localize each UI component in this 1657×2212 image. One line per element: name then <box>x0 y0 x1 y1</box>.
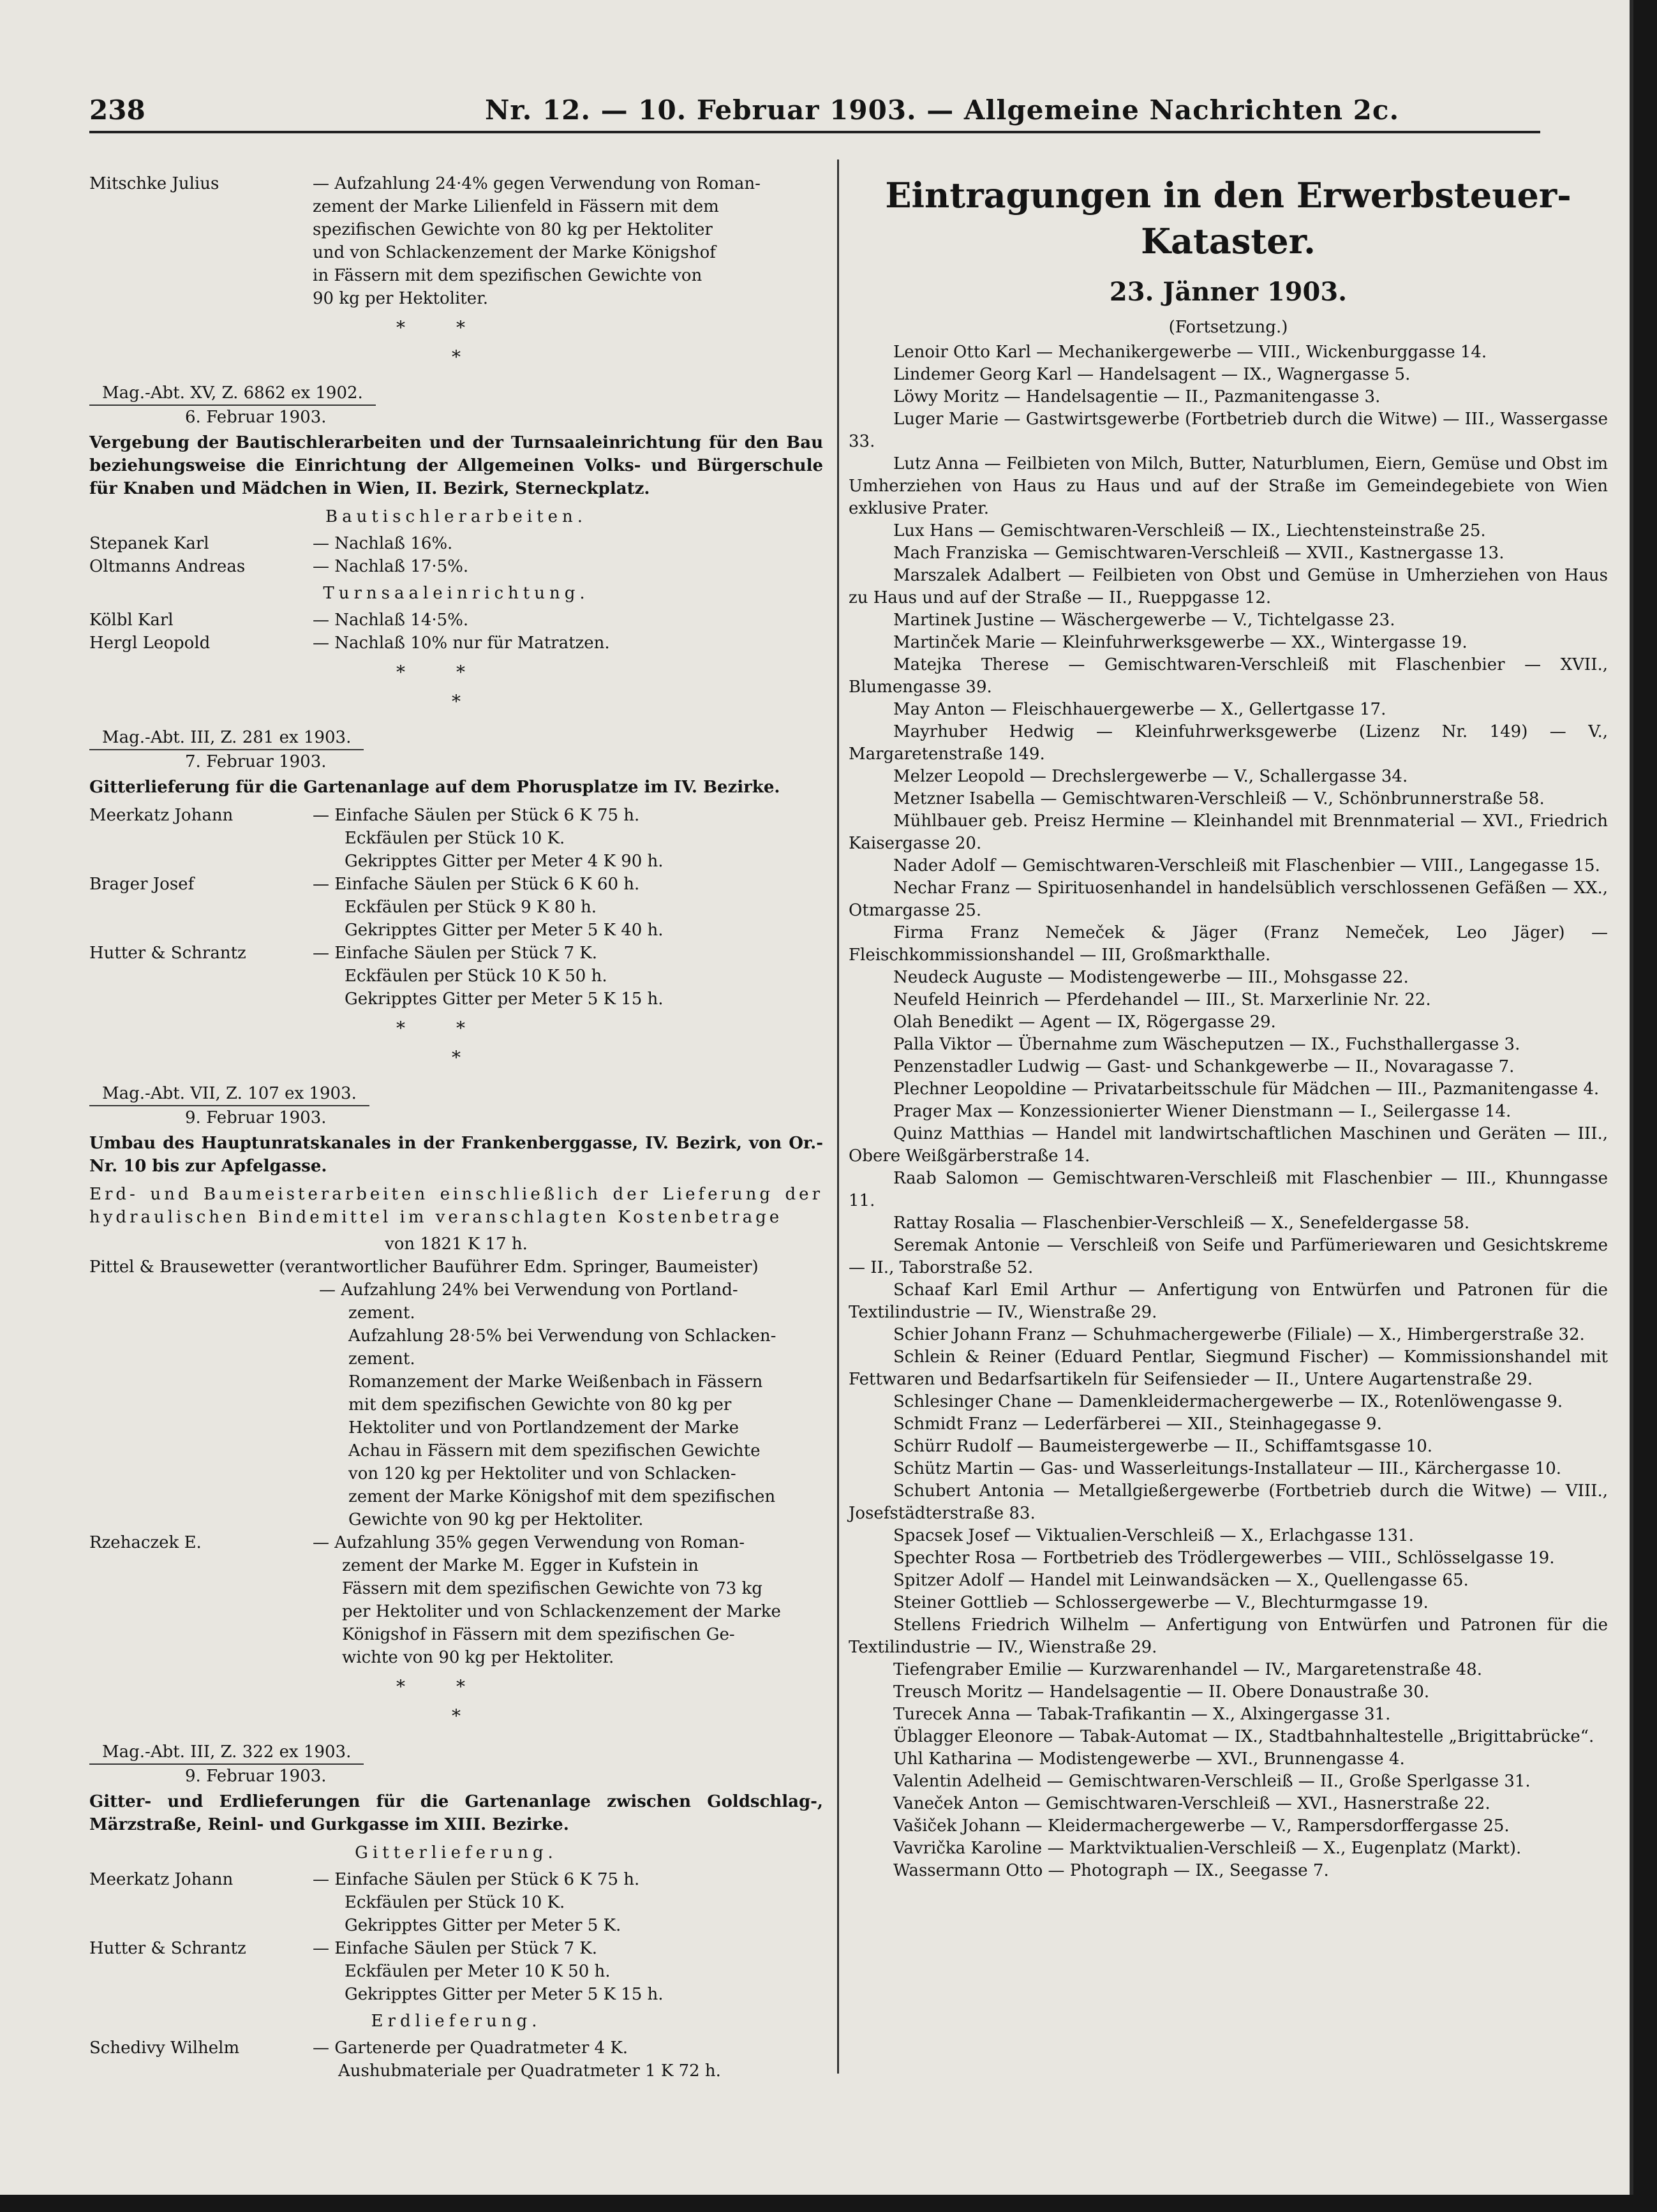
header-rule <box>89 131 1540 133</box>
bid-text: — Aufzahlung 24·4% gegen Verwendung von Roman- zement der Marke Lilienfeld in Fässern mit dem spezifischen Gewichte von 80 kg per Hektoliter und von Schlackenzement der Marke Königshof in Fässern mit dem spezifischen Gewichte von 90 kg per Hektoliter. <box>313 174 761 308</box>
subsection-heading: Bautischlerarbeiten. <box>325 507 588 526</box>
register-entry: Tiefengraber Emilie — Kurzwarenhandel — IV., Margaretenstraße 48. <box>893 1660 1482 1679</box>
register-entry: Plechner Leopoldine — Privatarbeitsschule für Mädchen — III., Pazmanitengasse 4. <box>893 1080 1600 1099</box>
award-entry <box>89 172 823 310</box>
date-line: 9. Februar 1903. <box>185 1767 327 1786</box>
bid-row: Meerkatz Johann — Einfache Säulen per Stück 6 K 75 h. Eckfäulen per Stück 10 K. Gekripptes Gitter per Meter 4 K 90 h. <box>89 806 664 871</box>
separator-stars: *​* <box>396 1018 516 1039</box>
section-title: Vergebung der Bautischlerarbeiten und der Turnsaaleinrichtung für den Bau beziehungsweise die Einrichtung der Allgemeinen Volks- und Bürgerschule für Knaben und Mädchen in Wien, II. Bezirk, Sterneckplatz. <box>89 433 823 498</box>
register-entry: Vaneček Anton — Gemischtwaren-Verschleiß — XVI., Hasnerstraße 22. <box>893 1794 1490 1813</box>
register-entry: Palla Viktor — Übernahme zum Wäscheputzen — IX., Fuchsthallergasse 3. <box>893 1035 1520 1054</box>
register-entry: Penzenstadler Ludwig — Gast- und Schankgewerbe — II., Novaragasse 7. <box>893 1057 1515 1076</box>
register-entry: Marszalek Adalbert — Feilbieten von Obst und Gemüse in Umherziehen von Haus zu Haus und auf der Straße — II., Rueppgasse 12. <box>849 566 1608 607</box>
register-entry: Spacsek Josef — Viktualien-Verschleiß — X., Erlachgasse 131. <box>893 1526 1414 1545</box>
subsection-heading: Turnsaaleinrichtung. <box>323 584 590 603</box>
register-entry: Metzner Isabella — Gemischtwaren-Verschleiß — V., Schönbrunnerstraße 58. <box>893 789 1545 808</box>
bid-row: Kölbl Karl — Nachlaß 14·5%. <box>89 611 469 630</box>
register-entry: Seremak Antonie — Verschleiß von Seife und Parfümeriewaren und Gesichtskreme — II., Taborstraße 52. <box>849 1236 1608 1277</box>
register-entry: Steiner Gottlieb — Schlossergewerbe — V., Blechturmgasse 19. <box>893 1593 1429 1612</box>
right-column <box>849 167 1608 1882</box>
register-entry: Prager Max — Konzessionierter Wiener Dienstmann — I., Seilergasse 14. <box>893 1102 1512 1121</box>
bid-row: Hergl Leopold — Nachlaß 10% nur für Matratzen. <box>89 634 610 653</box>
date-line: 9. Februar 1903. <box>185 1108 327 1127</box>
reference-number: Mag.-Abt. III, Z. 281 ex 1903. <box>89 726 364 750</box>
subsection-heading: Erdlieferung. <box>371 2012 542 2031</box>
separator-star: * <box>452 691 461 712</box>
continuation-note: (Fortsetzung.) <box>1168 318 1288 337</box>
bid-row: Stepanek Karl — Nachlaß 16%. <box>89 534 453 553</box>
bid-row: Hutter & Schrantz — Einfache Säulen per Stück 7 K. Eckfäulen per Stück 10 K 50 h. Gekripptes Gitter per Meter 5 K 15 h. <box>89 944 664 1009</box>
register-entry: Lenoir Otto Karl — Mechanikergewerbe — VIII., Wickenburggasse 14. <box>893 343 1487 362</box>
register-entry: Üblagger Eleonore — Tabak-Automat — IX., Stadtbahnhaltestelle „Brigittabrücke“. <box>893 1727 1594 1746</box>
register-entry: Martinček Marie — Kleinfuhrwerksgewerbe — XX., Wintergasse 19. <box>893 633 1468 652</box>
register-entry: Lindemer Georg Karl — Handelsagent — IX., Wagnergasse 5. <box>893 365 1411 384</box>
date-line: 6. Februar 1903. <box>185 408 327 427</box>
register-entry: Nechar Franz — Spirituosenhandel in handelsüblich verschlossenen Gefäßen — XX., Otmargasse 25. <box>849 879 1608 920</box>
register-date: 23. Jänner 1903. <box>1109 277 1348 307</box>
register-entry: Schürr Rudolf — Baumeistergewerbe — II., Schiffamtsgasse 10. <box>893 1437 1433 1456</box>
left-column <box>89 172 823 2082</box>
register-entry: Treusch Moritz — Handelsagentie — II. Obere Donaustraße 30. <box>893 1682 1430 1702</box>
estimated-amount: von 1821 K 17 h. <box>385 1235 528 1254</box>
bid-row: Brager Josef — Einfache Säulen per Stück 6 K 60 h. Eckfäulen per Stück 9 K 80 h. Gekripptes Gitter per Meter 5 K 40 h. <box>89 875 664 940</box>
section-title: Umbau des Hauptunratskanales in der Frankenberggasse, IV. Bezirk, von Or.-Nr. 10 bis zur Apfelgasse. <box>89 1134 823 1176</box>
register-entry: Melzer Leopold — Drechslergewerbe — V., Schallergasse 34. <box>893 767 1408 786</box>
register-entry: Schütz Martin — Gas- und Wasserleitungs-Installateur — III., Kärchergasse 10. <box>893 1459 1562 1478</box>
register-entries <box>849 341 1608 1882</box>
register-entry: Turecek Anna — Tabak-Trafikantin — X., Alxingergasse 31. <box>893 1705 1391 1724</box>
register-entry: Valentin Adelheid — Gemischtwaren-Verschleiß — II., Große Sperlgasse 31. <box>893 1772 1531 1791</box>
register-entry: Uhl Katharina — Modistengewerbe — XVI., Brunnengasse 4. <box>893 1749 1405 1769</box>
register-entry: Mach Franziska — Gemischtwaren-Verschleiß — XVII., Kastnergasse 13. <box>893 544 1505 563</box>
register-entry: Nader Adolf — Gemischtwaren-Verschleiß mit Flaschenbier — VIII., Langegasse 15. <box>893 856 1600 875</box>
page-number: 238 <box>89 94 145 126</box>
register-entry: Vavrička Karoline — Marktviktualien-Verschleiß — X., Eugenplatz (Markt). <box>893 1839 1522 1858</box>
reference-number: Mag.-Abt. VII, Z. 107 ex 1903. <box>89 1082 369 1106</box>
subsection-heading: Gitterlieferung. <box>355 1843 558 1862</box>
reference-number: Mag.-Abt. III, Z. 322 ex 1903. <box>89 1741 364 1765</box>
register-entry: Matejka Therese — Gemischtwaren-Verschleiß mit Flaschenbier — XVII., Blumengasse 39. <box>849 655 1608 697</box>
separator-stars: *​* <box>396 1676 516 1697</box>
bid-row: Oltmanns Andreas — Nachlaß 17·5%. <box>89 557 469 576</box>
separator-star: * <box>452 1705 461 1726</box>
register-title: Eintragungen in den Erwerbsteuer-Kataster. <box>885 175 1572 262</box>
register-entry: Luger Marie — Gastwirtsgewerbe (Fortbetrieb durch die Witwe) — III., Wassergasse 33. <box>849 410 1608 451</box>
works-description: Erd- und Baumeisterarbeiten einschließlich der Lieferung der hydraulischen Bindemittel im veranschlagten Kostenbetrage <box>89 1185 823 1227</box>
bid-text: — Aufzahlung 24% bei Verwendung von Portland- zement. Aufzahlung 28·5% bei Verwendung von Schlacken- zement. Romanzement der Marke Weißenbach in Fässern mit dem spezifischen Gewichte von 80 kg per Hektoliter und von Portlandzement der Marke Achau in Fässern mit dem spezifischen Gewichte von 120 kg per Hektoliter und von Schlacken- zement der Marke Königshof mit dem spezifischen Gewichte von 90 kg per Hektoliter. <box>319 1280 776 1529</box>
register-entry: May Anton — Fleischhauergewerbe — X., Gellertgasse 17. <box>893 700 1386 719</box>
register-entry: Spechter Rosa — Fortbetrieb des Trödlergewerbes — VIII., Schlösselgasse 19. <box>893 1548 1555 1568</box>
register-entry: Firma Franz Nemeček & Jäger (Franz Nemeček, Leo Jäger) — Fleischkommissionshandel — III, Großmarkthalle. <box>849 923 1608 965</box>
bid-row: Rzehaczek E. — Aufzahlung 35% gegen Verwendung von Roman- zement der Marke M. Egger in Kufstein in Fässern mit dem spezifischen Gewichte von 73 kg per Hektoliter und von Schlackenzement der Marke Königshof in Fässern mit dem spezifischen Ge- wichte von 90 kg per Hektoliter. <box>89 1533 781 1667</box>
bid-row: Meerkatz Johann — Einfache Säulen per Stück 6 K 75 h. Eckfäulen per Stück 10 K. Gekripptes Gitter per Meter 5 K. <box>89 1870 640 1935</box>
register-entry: Stellens Friedrich Wilhelm — Anfertigung von Entwürfen und Patronen für die Textilindustrie — IV., Wienstraße 29. <box>849 1615 1608 1657</box>
register-entry: Mayrhuber Hedwig — Kleinfuhrwerksgewerbe (Lizenz Nr. 149) — V., Margaretenstraße 149. <box>849 722 1608 764</box>
bidder-name: Pittel & Brausewetter (verantwortlicher Bauführer Edm. Springer, Baumeister) <box>89 1258 759 1277</box>
register-entry: Schaaf Karl Emil Arthur — Anfertigung von Entwürfen und Patronen für die Textilindustrie — IV., Wienstraße 29. <box>849 1280 1608 1322</box>
running-title: Nr. 12. — 10. Februar 1903. — Allgemeine Nachrichten 2c. <box>485 94 1400 126</box>
reference-number: Mag.-Abt. XV, Z. 6862 ex 1902. <box>89 382 376 406</box>
register-entry: Mühlbauer geb. Preisz Hermine — Kleinhandel mit Brennmaterial — XVI., Friedrich Kaisergasse 20. <box>849 812 1608 853</box>
date-line: 7. Februar 1903. <box>185 752 327 771</box>
register-entry: Spitzer Adolf — Handel mit Leinwandsäcken — X., Quellengasse 65. <box>893 1571 1469 1590</box>
register-entry: Lutz Anna — Feilbieten von Milch, Butter, Naturblumen, Eiern, Gemüse und Obst im Umherziehen von Haus zu Haus und auf der Straße im Gemeindegebiete von Wien exklusive Prater. <box>849 454 1608 518</box>
register-entry: Rattay Rosalia — Flaschenbier-Verschleiß — X., Senefeldergasse 58. <box>893 1214 1470 1233</box>
register-entry: Wassermann Otto — Photograph — IX., Seegasse 7. <box>893 1861 1329 1880</box>
page-header <box>89 94 1540 133</box>
register-entry: Lux Hans — Gemischtwaren-Verschleiß — IX., Liechtensteinstraße 25. <box>893 521 1486 540</box>
register-entry: Neudeck Auguste — Modistengewerbe — III., Mohsgasse 22. <box>893 968 1409 987</box>
section-title: Gitterlieferung für die Gartenanlage auf dem Phorusplatze im IV. Bezirke. <box>89 778 780 797</box>
column-divider <box>837 160 839 2074</box>
bid-row: Schedivy Wilhelm — Gartenerde per Quadratmeter 4 K. Aushubmateriale per Quadratmeter 1 K 72 h. <box>89 2038 721 2081</box>
register-entry: Vašiček Johann — Kleidermachergewerbe — V., Rampersdorffergasse 25. <box>893 1816 1510 1836</box>
separator-stars: *​* <box>396 317 516 338</box>
register-entry: Schlesinger Chane — Damenkleidermachergewerbe — IX., Rotenlöwengasse 9. <box>893 1392 1563 1411</box>
separator-star: * <box>452 1047 461 1068</box>
separator-star: * <box>452 346 461 367</box>
register-entry: Schubert Antonia — Metallgießergewerbe (Fortbetrieb durch die Witwe) — VIII., Josefstädterstraße 83. <box>849 1481 1608 1523</box>
register-entry: Quinz Matthias — Handel mit landwirtschaftlichen Maschinen und Geräten — III., Obere Weißgärberstraße 14. <box>849 1124 1608 1166</box>
bid-row: Hutter & Schrantz — Einfache Säulen per Stück 7 K. Eckfäulen per Meter 10 K 50 h. Gekripptes Gitter per Meter 5 K 15 h. <box>89 1939 664 2004</box>
separator-stars: *​* <box>396 662 516 683</box>
bidder-name: Mitschke Julius <box>89 174 219 193</box>
register-entry: Olah Benedikt — Agent — IX, Rögergasse 29. <box>893 1013 1276 1032</box>
register-entry: Neufeld Heinrich — Pferdehandel — III., St. Marxerlinie Nr. 22. <box>893 990 1431 1009</box>
register-entry: Schlein & Reiner (Eduard Pentlar, Siegmund Fischer) — Kommissionshandel mit Fettwaren und Bedarfsartikeln für Seifensieder — II., Untere Augartenstraße 29. <box>849 1347 1608 1389</box>
section-title: Gitter- und Erdlieferungen für die Gartenanlage zwischen Goldschlag-, Märzstraße, Reinl- und Gurkgasse im XIII. Bezirke. <box>89 1792 823 1834</box>
register-entry: Raab Salomon — Gemischtwaren-Verschleiß mit Flaschenbier — III., Khunngasse 11. <box>849 1169 1608 1210</box>
register-entry: Schmidt Franz — Lederfärberei — XII., Steinhagegasse 9. <box>893 1414 1382 1434</box>
register-entry: Martinek Justine — Wäschergewerbe — V., Tichtelgasse 23. <box>893 611 1395 630</box>
register-entry: Löwy Moritz — Handelsagentie — II., Pazmanitengasse 3. <box>893 387 1381 406</box>
register-entry: Schier Johann Franz — Schuhmachergewerbe (Filiale) — X., Himbergerstraße 32. <box>893 1325 1585 1344</box>
